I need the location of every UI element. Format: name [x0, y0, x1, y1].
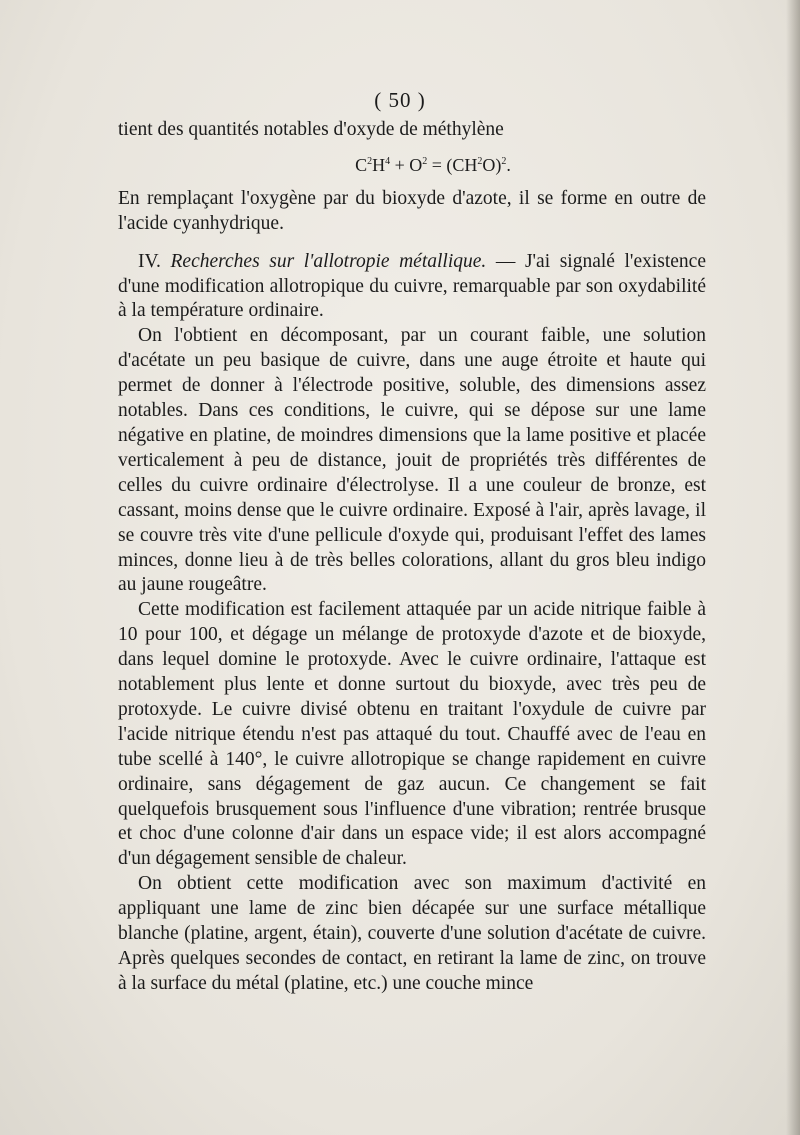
section-number: IV. — [138, 250, 171, 272]
paragraph-nitric-oxide: En remplaçant l'oxygène par du bioxyde d'azote, il se forme en outre de l'acide cyanhydrique. — [118, 187, 706, 234]
paragraph-zinc: On obtient cette modification avec son maximum d'activité en appliquant une lame de zinc bien décapée sur une surface métallique blanche (platine, argent, étain), couverte d'une solution d'acétate de cuivre. Après quelques secondes de contact, en retirant la lame de zinc, on trouve à la surface du métal (platine, etc.) une couche mince — [118, 873, 706, 994]
chemical-formula: $C^2H^4 + O^2 = (CH^2O)^2$. — [355, 154, 511, 175]
page-edge-shadow — [786, 0, 800, 1135]
paragraph-attack: Cette modification est facilement attaquée par un acide nitrique faible à 10 pour 100, et dégage un mélange de protoxyde d'azote et de bioxyde, dans lequel domine le protoxyde. Avec le cuivre ordinaire, l'attaque est notablement plus lente et donne surtout du bioxyde, avec très peu de protoxyde. Le cuivre divisé obtenu en traitant l'oxydule de cuivre par l'acide nitrique étendu n'est pas attaqué du tout. Chauffé avec de l'eau en tube scellé à 140°, le cuivre allotropique se change rapidement en cuivre ordinaire, sans dégagement de gaz aucun. Ce changement se fait quelquefois brusquement sous l'influence d'une vibration; rentrée brusque et choc d'une colonne d'air dans un espace vide; il est alors accompagné d'un dégagement sensible de chaleur. — [118, 599, 706, 870]
paragraph-obtaining: On l'obtient en décomposant, par un courant faible, une solution d'acétate un peu basique de cuivre, dans une auge étroite et haute qui permet de donner à l'électrode positive, soluble, des dimensions assez notables. Dans ces conditions, le cuivre, qui se dépose sur une lame négative en platine, de moindres dimensions que la lame positive et placée verticalement à peu de distance, jouit de propriétés très différentes de celles du cuivre ordinaire d'électrolyse. Il a une couleur de bronze, est cassant, moins dense que le cuivre ordinaire. Exposé à l'air, après lavage, il se couvre très vite d'une pellicule d'oxyde qui, produisant l'effet des lames minces, donne lieu à de très belles colorations, allant du gros bleu indigo au jaune rougeâtre. — [118, 325, 706, 596]
section-heading-paragraph — [118, 250, 706, 325]
section-lead: — J'ai signalé l'existence d'une modification allotropique du cuivre, remarquable par son oxydabilité à la température ordinaire. — [118, 250, 706, 322]
body-text — [118, 118, 706, 997]
section-title: Recherches sur l'allotropie métallique. — [170, 250, 487, 272]
paragraph-intro: tient des quantités notables d'oxyde de méthylène — [118, 119, 504, 140]
page-number: ( 50 ) — [374, 88, 426, 112]
